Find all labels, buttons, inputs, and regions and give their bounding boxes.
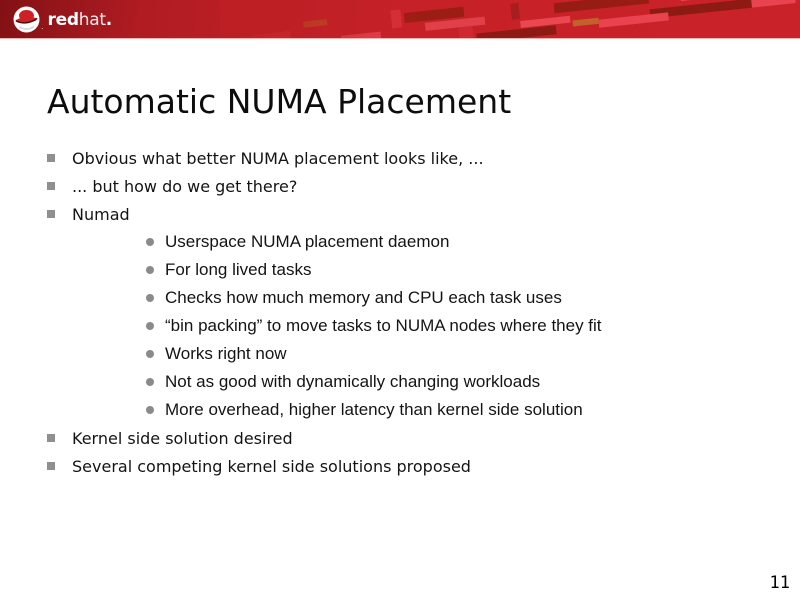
bullet-text: Userspace NUMA placement daemon — [165, 232, 450, 251]
logo-word-hat: hat — [78, 9, 106, 30]
bullet-subitem — [0, 256, 800, 284]
logo-period: . — [105, 9, 112, 30]
bullet-text: Checks how much memory and CPU each task uses — [165, 288, 562, 307]
bullet-text: Numad — [72, 204, 130, 224]
bullet-square-marker — [47, 210, 55, 218]
bullet-circle-marker — [146, 238, 154, 246]
bullet-text: Obvious what better NUMA placement looks like, ... — [72, 148, 484, 168]
bullet-subitem — [0, 312, 800, 340]
bullet-item — [0, 424, 800, 452]
redhat-fedora-icon — [13, 6, 40, 33]
bullet-subitem — [0, 340, 800, 368]
bullet-text: Works right now — [165, 344, 287, 363]
bullet-text: Not as good with dynamically changing workloads — [165, 372, 541, 391]
page-number: 11 — [769, 573, 790, 593]
slide-title: Automatic NUMA Placement — [47, 82, 512, 121]
logo-wordmark — [48, 10, 112, 30]
bullet-circle-marker — [146, 294, 154, 302]
logo-trademark-dot: . — [41, 22, 44, 31]
bullet-circle-marker — [146, 266, 154, 274]
bullet-square-marker — [47, 182, 55, 190]
logo-word-red: red — [47, 9, 79, 30]
bullet-square-marker — [47, 434, 55, 442]
bullet-item — [0, 452, 800, 480]
bullet-square-marker — [47, 462, 55, 470]
redhat-banner — [0, 0, 800, 39]
bullet-text: ... but how do we get there? — [72, 176, 298, 196]
bullet-item — [0, 172, 800, 200]
bullet-text: For long lived tasks — [165, 260, 312, 279]
bullet-list — [0, 144, 800, 480]
bullet-subitem — [0, 228, 800, 256]
banner-mosaic-pattern — [220, 0, 800, 39]
bullet-circle-marker — [146, 406, 154, 414]
bullet-square-marker — [47, 154, 55, 162]
bullet-subitem — [0, 368, 800, 396]
bullet-circle-marker — [146, 322, 154, 330]
bullet-subitem — [0, 396, 800, 424]
bullet-subitem — [0, 284, 800, 312]
bullet-item — [0, 200, 800, 228]
redhat-logo — [13, 6, 112, 33]
bullet-text: Several competing kernel side solutions proposed — [72, 456, 471, 476]
bullet-text: Kernel side solution desired — [72, 428, 293, 448]
bullet-circle-marker — [146, 378, 154, 386]
bullet-item — [0, 144, 800, 172]
bullet-text: “bin packing” to move tasks to NUMA nodes where they fit — [165, 316, 602, 335]
bullet-circle-marker — [146, 350, 154, 358]
bullet-text: More overhead, higher latency than kernel side solution — [165, 400, 583, 419]
